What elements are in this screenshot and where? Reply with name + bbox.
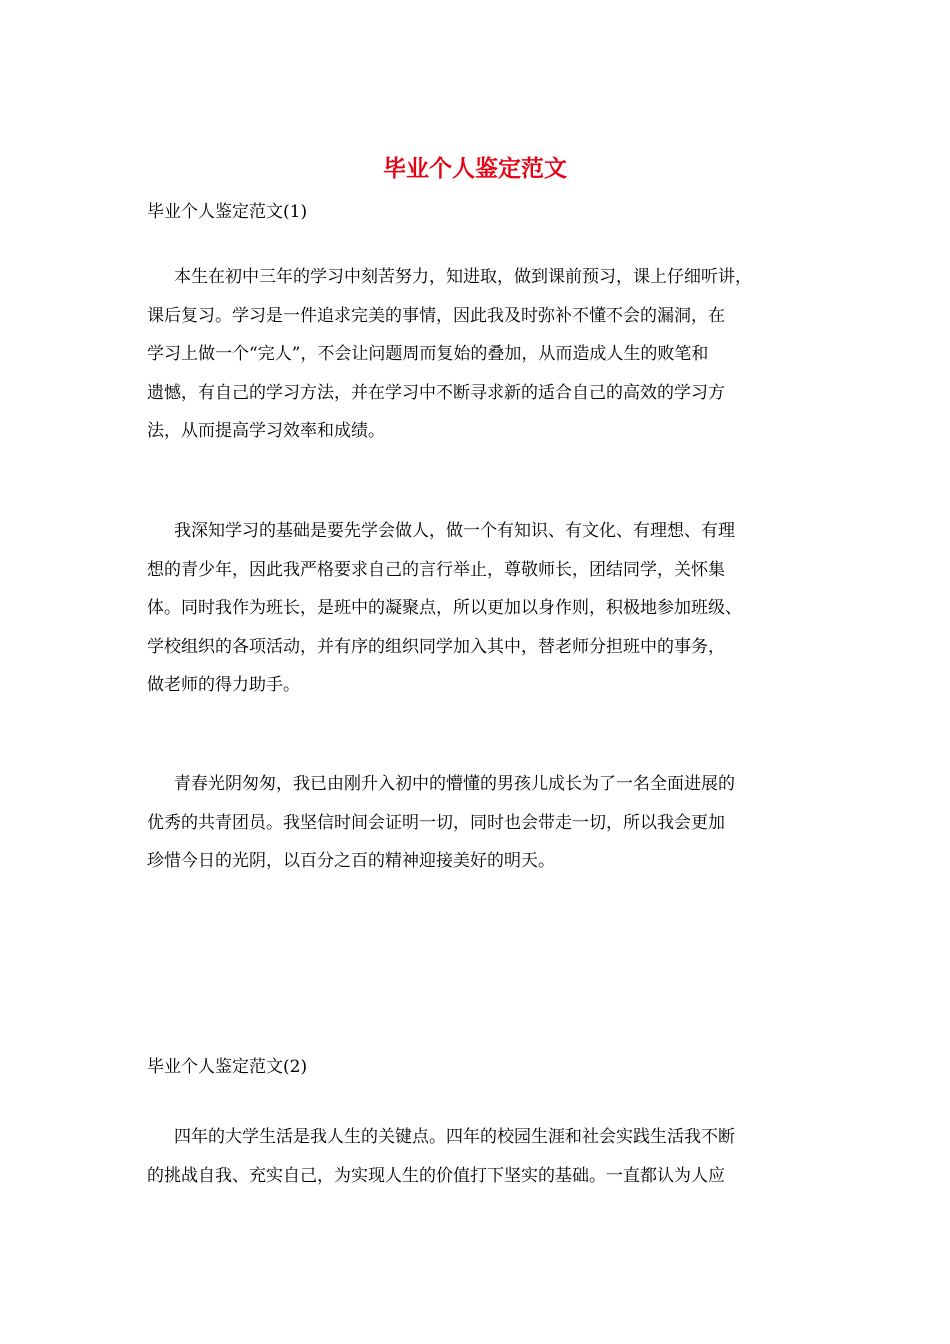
paragraph-line: 学校组织的各项活动，并有序的组织同学加入其中，替老师分担班中的事务， bbox=[147, 636, 725, 657]
paragraph-line: 法，从而提高学习效率和成绩。 bbox=[147, 421, 385, 441]
paragraph bbox=[147, 765, 833, 881]
paragraph-line: 青春光阴匆匆，我已由刚升入初中的懵懂的男孩儿成长为了一名全面进展的 bbox=[174, 774, 735, 794]
paragraph-line: 遗憾，有自己的学习方法，并在学习中不断寻求新的适合自己的高效的学习方 bbox=[147, 382, 725, 403]
paragraph-line: 本生在初中三年的学习中刻苦努力，知进取，做到课前预习，课上仔细听讲， bbox=[174, 267, 752, 287]
paragraph-line: 做老师的得力助手。 bbox=[147, 675, 300, 695]
paragraph bbox=[147, 512, 833, 705]
paragraph-line: 我深知学习的基础是要先学会做人，做一个有知识、有文化、有理想、有理 bbox=[174, 521, 735, 541]
paragraph-line: 的挑战自我、充实自己，为实现人生的价值打下坚实的基础。一直都认为人应 bbox=[147, 1165, 725, 1186]
paragraph-line: 想的青少年，因此我严格要求自己的言行举止，尊敬师长，团结同学，关怀集 bbox=[147, 559, 725, 580]
paragraph bbox=[147, 1118, 833, 1195]
paragraph-line: 体。同时我作为班长，是班中的凝聚点，所以更加以身作则，积极地参加班级、 bbox=[147, 598, 742, 618]
document-title: 毕业个人鉴定范文 bbox=[383, 155, 567, 182]
paragraph-line: 优秀的共青团员。我坚信时间会证明一切，同时也会带走一切，所以我会更加 bbox=[147, 812, 725, 833]
section-heading-1: 毕业个人鉴定范文(1) bbox=[147, 202, 308, 222]
paragraph-line: 课后复习。学习是一件追求完美的事情，因此我及时弥补不懂不会的漏洞，在 bbox=[147, 305, 725, 326]
paragraph-line: 四年的大学生活是我人生的关键点。四年的校园生涯和社会实践生活我不断 bbox=[174, 1127, 735, 1147]
paragraph-line: 学习上做一个“完人”，不会让问题周而复始的叠加，从而造成人生的败笔和 bbox=[147, 344, 709, 364]
paragraph bbox=[147, 258, 833, 451]
section-heading-2: 毕业个人鉴定范文(2) bbox=[147, 1057, 308, 1077]
paragraph-line: 珍惜今日的光阴，以百分之百的精神迎接美好的明天。 bbox=[147, 851, 555, 871]
